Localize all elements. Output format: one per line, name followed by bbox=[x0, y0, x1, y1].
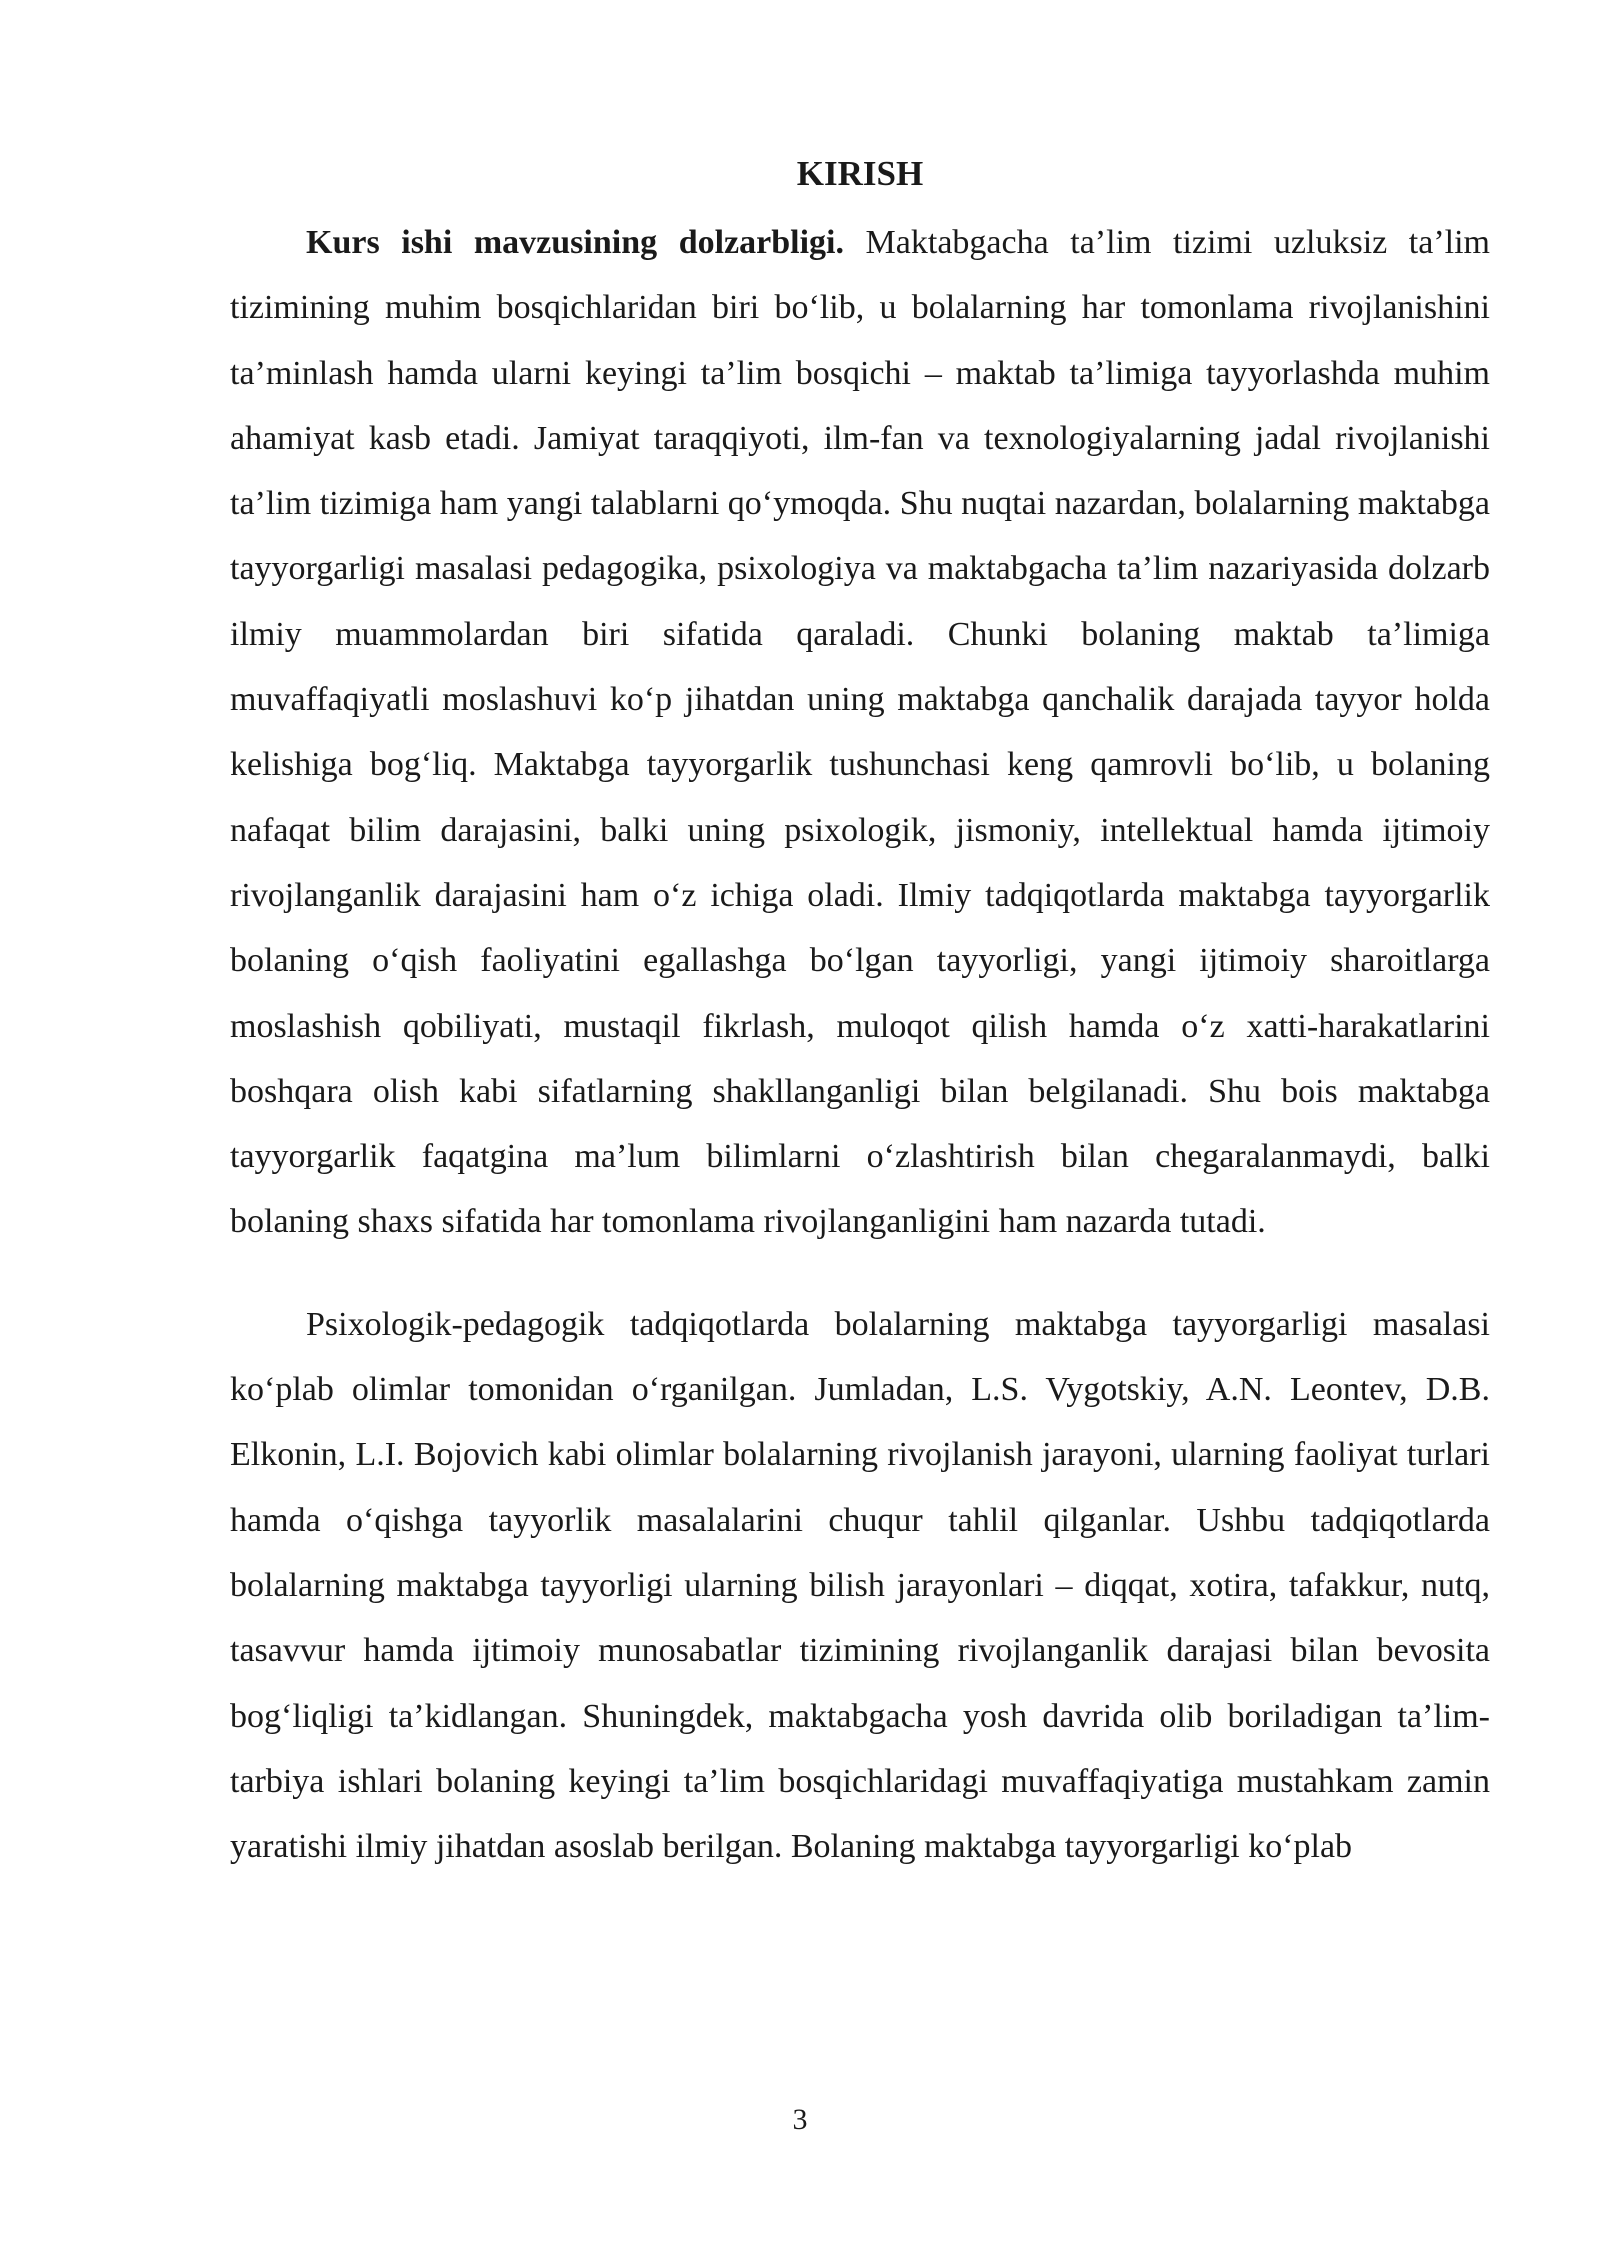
paragraph-lead-bold: Kurs ishi mavzusining dolzarbligi. bbox=[306, 224, 844, 261]
paragraph-body-text: Psixologik-pedagogik tadqiqotlarda bolalarning maktabga tayyorgarligi masalasi ko‘plab olimlar tomonidan o‘rganilgan. Jumladan, L.S. Vygotskiy, A.N. Leontev, D.B. Elkonin, L.I. Bojovich kabi olimlar bolalarning rivojlanish jarayoni, ularning faoliyat turlari hamda o‘qishga tayyorlik masalalarini chuqur tahlil qilganlar. Ushbu tadqiqotlarda bolalarning maktabga tayyorligi ularning bilish jarayonlari – diqqat, xotira, tafakkur, nutq, tasavvur hamda ijtimoiy munosabatlar tizimining rivojlanganlik darajasi bilan bevosita bog‘liqligi ta’kidlangan. Shuningdek, maktabgacha yosh davrida olib boriladigan ta’lim-tarbiya ishlari bolaning keyingi ta’lim bosqichlaridagi muvaffaqiyatiga mustahkam zamin yaratishi ilmiy jihatdan asoslab berilgan. Bolaning maktabga tayyorgarligi ko‘plab bbox=[230, 1305, 1490, 1866]
paragraph-body-text: Maktabgacha ta’lim tizimi uzluksiz ta’lim tizimining muhim bosqichlaridan biri bo‘lib, u bolalarning har tomonlama rivojlanishini ta’minlash hamda ularni keyingi ta’lim bosqichi – maktab ta’limiga tayyorlashda muhim ahamiyat kasb etadi. Jamiyat taraqqiyoti, ilm-fan va texnologiyalarning jadal rivojlanishi ta’lim tizimiga ham yangi talablarni qo‘ymoqda. Shu nuqtai nazardan, bolalarning maktabga tayyorgarligi masalasi pedagogika, psixologiya va maktabgacha ta’lim nazariyasida dolzarb ilmiy muammolardan biri sifatida qaraladi. Chunki bolaning maktab ta’limiga muvaffaqiyatli moslashuvi ko‘p jihatdan uning maktabga qanchalik darajada tayyor holda kelishiga bog‘liq. Maktabga tayyorgarlik tushunchasi keng qamrovli bo‘lib, u bolaning nafaqat bilim darajasini, balki uning psixologik, jismoniy, intellektual hamda ijtimoiy rivojlanganlik darajasini ham o‘z ichiga oladi. Ilmiy tadqiqotlarda maktabga tayyorgarlik bolaning o‘qish faoliyatini egallashga bo‘lgan tayyorligi, yangi ijtimoiy sharoitlarga moslashish qobiliyati, mustaqil fikrlash, muloqot qilish hamda o‘z xatti-harakatlarini boshqara olish kabi sifatlarning shakllanganligi bilan belgilanadi. Shu bois maktabga tayyorgarlik faqatgina ma’lum bilimlarni o‘zlashtirish bilan chegaralanmaydi, balki bolaning shaxs sifatida har tomonlama rivojlanganligini ham nazarda tutadi. bbox=[230, 224, 1491, 1241]
paragraph-relevance bbox=[230, 210, 1490, 1255]
paragraph-research bbox=[230, 1292, 1490, 1880]
section-heading: KIRISH bbox=[796, 154, 924, 193]
page-content bbox=[230, 150, 1490, 1879]
page-number: 3 bbox=[792, 2103, 808, 2136]
